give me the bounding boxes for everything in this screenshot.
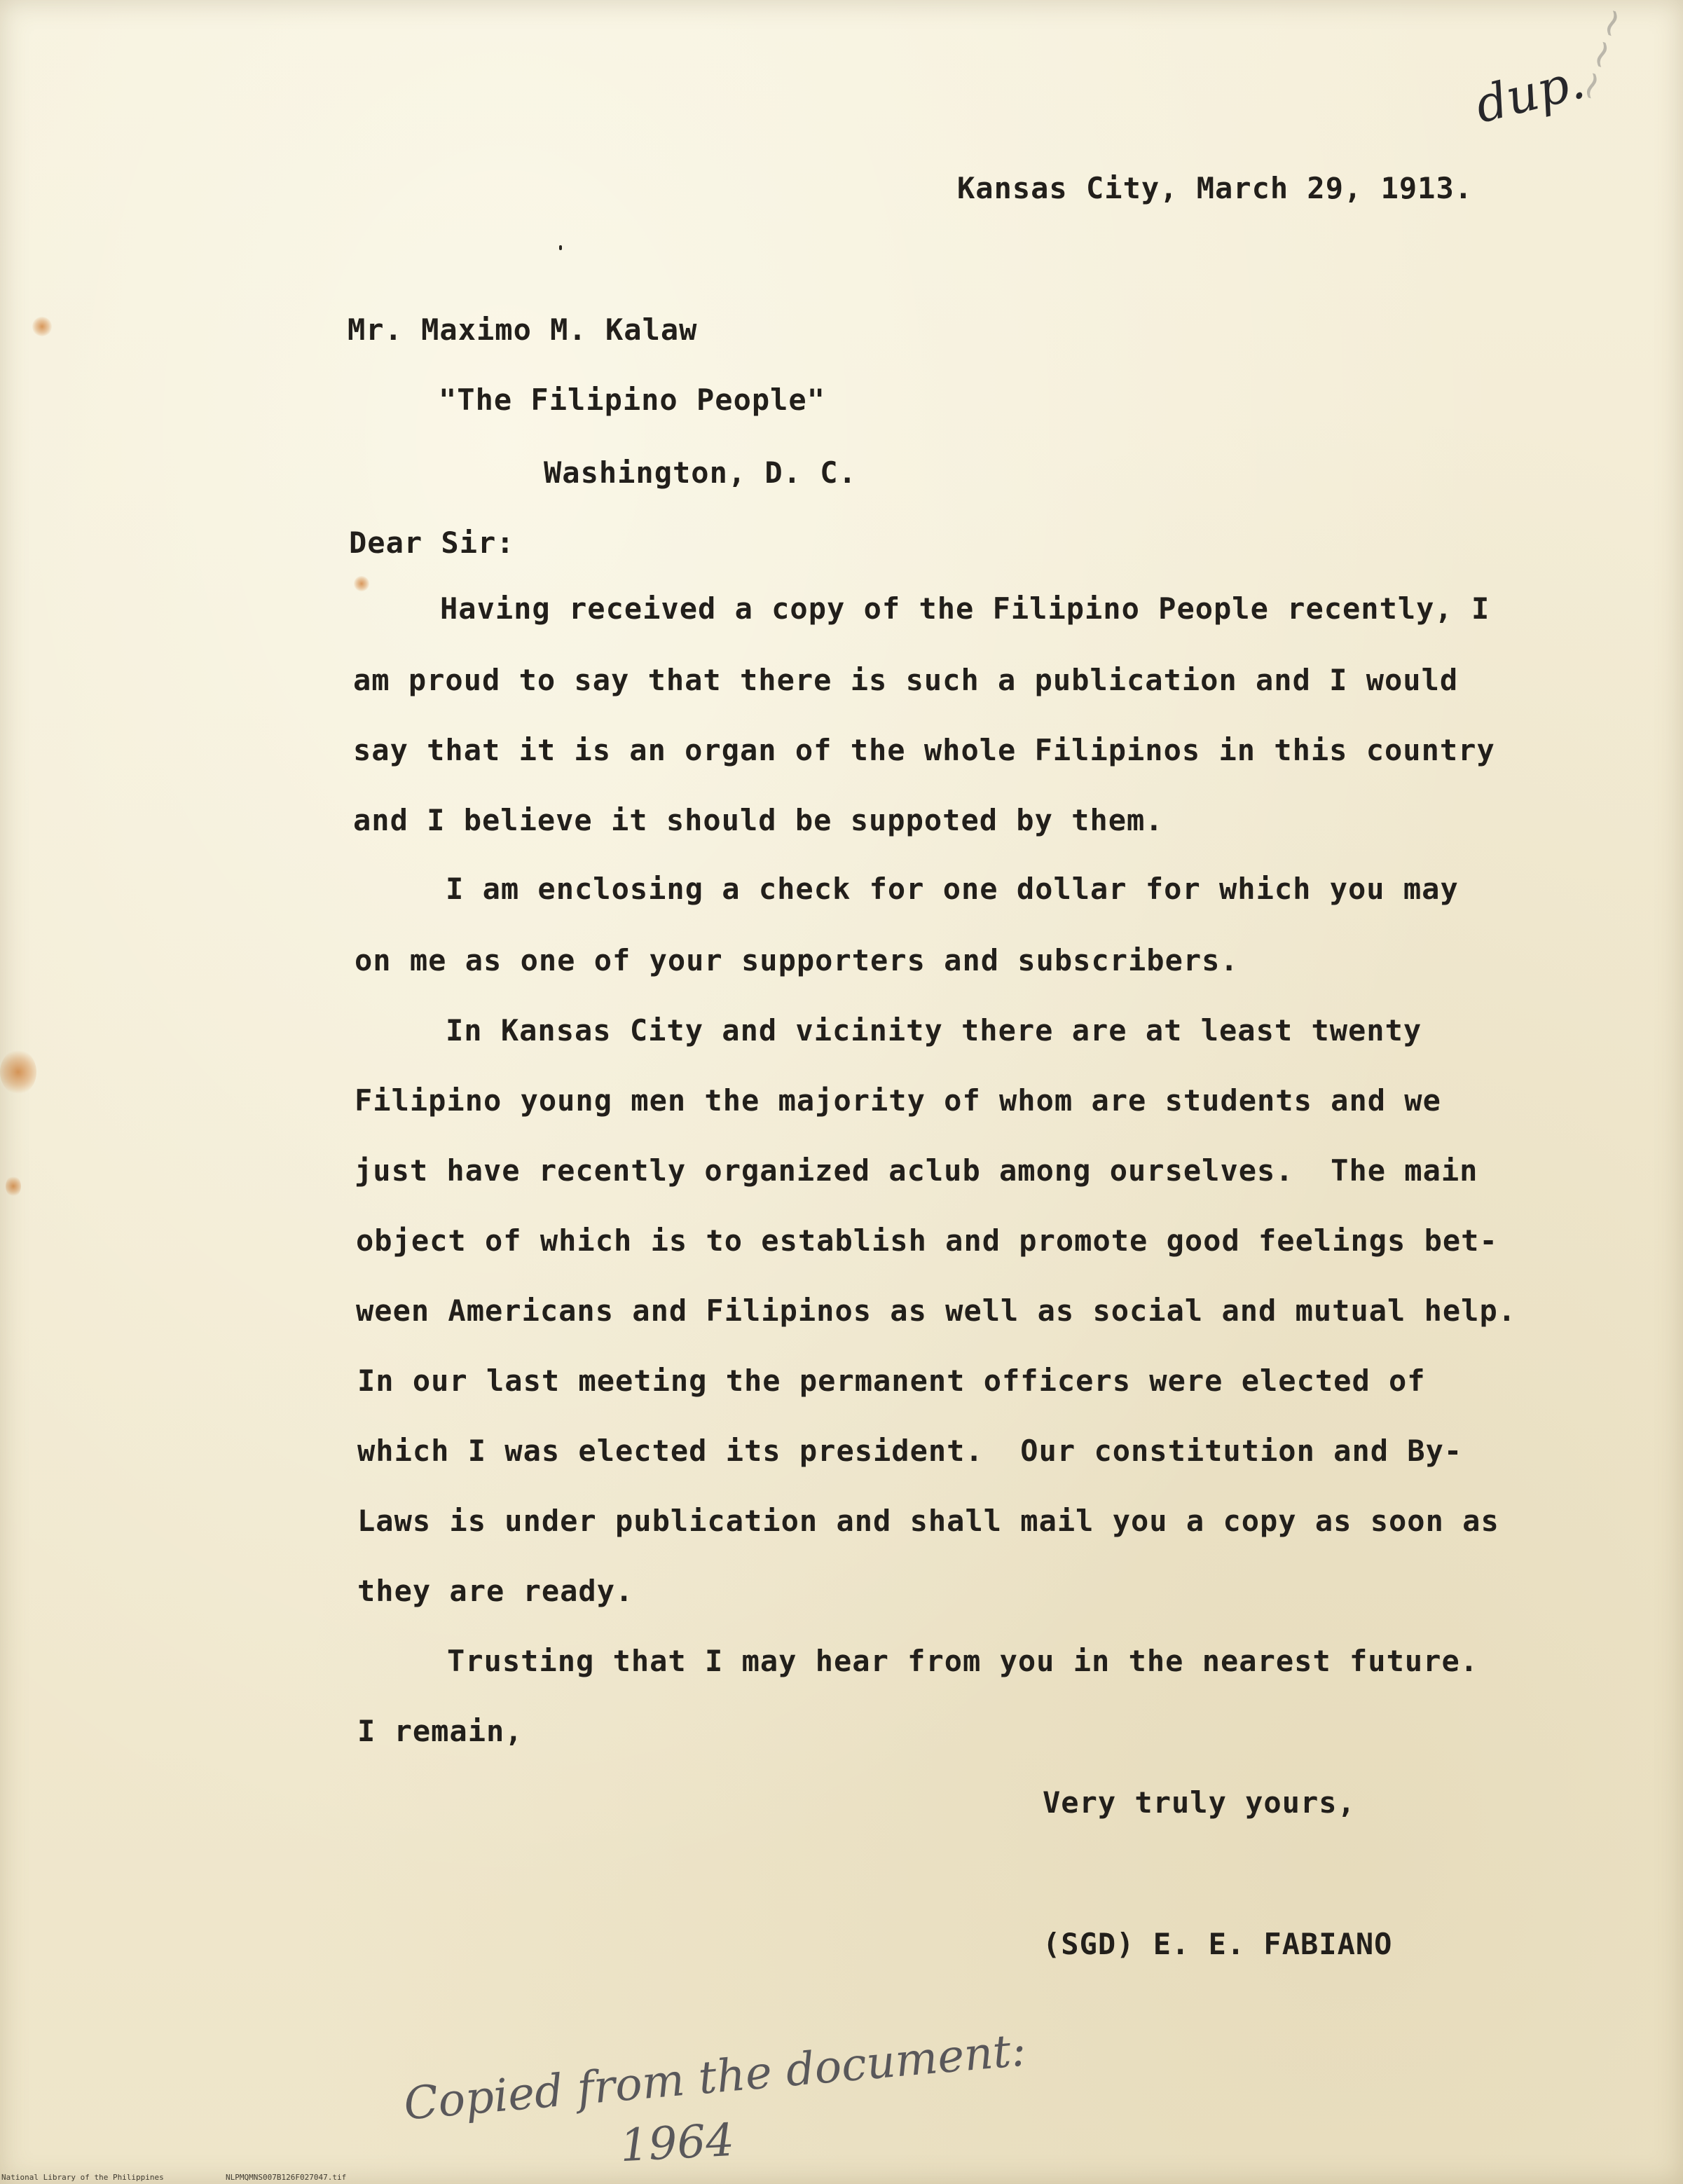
recipient-name: Mr. Maximo M. Kalaw — [348, 313, 698, 347]
body-line: I am enclosing a check for one dollar for which you may — [446, 872, 1459, 906]
body-line: object of which is to establish and promote good feelings bet- — [356, 1223, 1498, 1258]
dup-annotation: dup. — [1469, 52, 1591, 135]
body-line: Filipino young men the majority of whom are students and we — [355, 1083, 1441, 1118]
recipient-location: Washington, D. C. — [544, 455, 857, 490]
copied-year: 1964 — [619, 2114, 736, 2173]
rust-stain — [6, 1176, 21, 1197]
rust-stain — [354, 576, 369, 591]
body-line: am proud to say that there is such a publication and I would — [353, 663, 1459, 697]
rust-stain — [32, 317, 52, 336]
recipient-publication: "The Filipino People" — [439, 383, 826, 417]
body-line: In Kansas City and vicinity there are at least twenty — [446, 1013, 1422, 1048]
date-line: Kansas City, March 29, 1913. — [957, 171, 1474, 205]
rust-stain — [0, 1050, 36, 1094]
body-line: just have recently organized aclub among ourselves. The main — [355, 1153, 1478, 1188]
faint-pencil-mark: ~~~ — [1564, 0, 1639, 109]
salutation: Dear Sir: — [349, 526, 515, 560]
body-line: say that it is an organ of the whole Filipinos in this country — [353, 733, 1495, 767]
body-line: which I was elected its president. Our constitution and By- — [357, 1434, 1463, 1468]
body-line: Laws is under publication and shall mail you a copy as soon as — [357, 1504, 1499, 1538]
body-line: ween Americans and Filipinos as well as social and mutual help. — [356, 1293, 1517, 1328]
body-line: I remain, — [357, 1714, 523, 1748]
body-line: Having received a copy of the Filipino People recently, I — [440, 591, 1490, 626]
body-line: on me as one of your supporters and subscribers. — [355, 943, 1239, 977]
ink-speck — [559, 245, 562, 250]
signature: (SGD) E. E. FABIANO — [1043, 1927, 1393, 1961]
body-line: Trusting that I may hear from you in the nearest future. — [447, 1644, 1479, 1678]
file-id: NLPMQMNS007B126F027047.tif — [226, 2173, 347, 2182]
archive-label: National Library of the Philippines — [1, 2173, 164, 2182]
body-line: and I believe it should be suppoted by them. — [353, 803, 1164, 837]
copied-note: Copied from the document: — [401, 2024, 1029, 2131]
body-line: In our last meeting the permanent officers were elected of — [357, 1364, 1426, 1398]
body-line: they are ready. — [357, 1574, 634, 1608]
closing: Very truly yours, — [1043, 1785, 1356, 1820]
